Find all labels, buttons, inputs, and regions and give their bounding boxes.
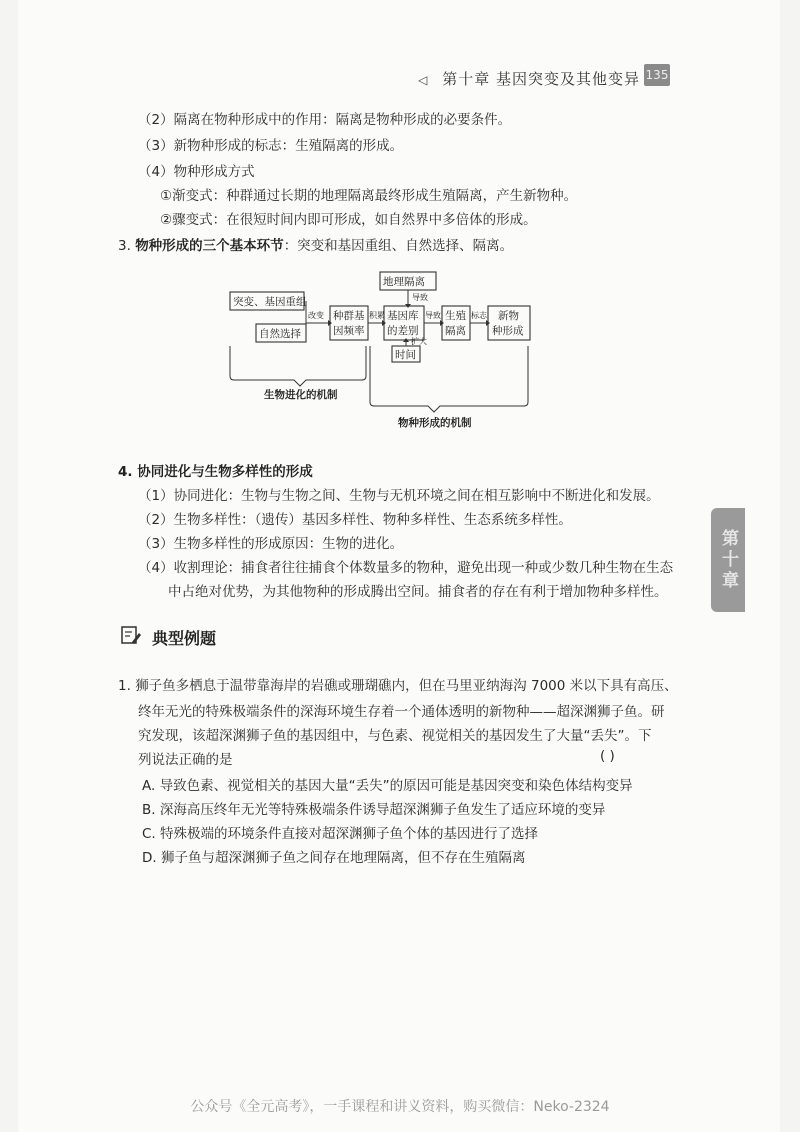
speciation-diagram (222, 268, 562, 438)
diagram-mark-label: 标志 (471, 311, 487, 320)
page-number: 135 (644, 64, 670, 86)
section-line-4: （4）物种形成方式 (138, 164, 255, 180)
section-line-2: （2）隔离在物种形成中的作用：隔离是物种形成的必要条件。 (138, 112, 512, 128)
question1-text-1: 狮子鱼多栖息于温带靠海岸的岩礁或珊瑚礁内，但在马里亚纳海沟 7000 米以下具有高压、 (135, 678, 678, 694)
diagram-frequency-line1: 种群基 (333, 310, 365, 322)
section-line-gradual: ①渐变式：种群通过长期的地理隔离最终形成生殖隔离，产生新物种。 (160, 188, 578, 204)
diagram-time-label: 时间 (395, 349, 416, 361)
section-line-3: （3）新物种形成的标志：生殖隔离的形成。 (138, 138, 404, 154)
option-b: B. 深海高压终年无光等特殊极端条件诱导超深渊狮子鱼发生了适应环境的变异 (142, 802, 606, 818)
diagram-change-label: 改变 (308, 311, 324, 320)
diagram-geographic-label: 地理隔离 (383, 276, 425, 288)
question1-line-1 (118, 674, 678, 694)
chapter-number: 第十章 (442, 70, 491, 88)
chapter-side-tab: 第十章 (711, 508, 745, 612)
triangle-marker-icon: ◁ (418, 73, 429, 87)
diagram-speciation-mechanism: 物种形成的机制 (398, 417, 472, 429)
chapter-title: 基因突变及其他变异 (495, 70, 640, 88)
diagram-lead2-label: 导致 (425, 311, 441, 320)
examples-title: 典型例题 (152, 629, 217, 648)
diagram-pool-line2: 的差别 (387, 325, 419, 337)
diagram-new-line2: 种形成 (492, 325, 524, 337)
point3-text: ：突变和基因重组、自然选择、隔离。 (283, 238, 514, 254)
chapter-header (418, 68, 640, 89)
point4-item-1: （1）协同进化：生物与生物之间、生物与无机环境之间在相互影响中不断进化和发展。 (138, 488, 660, 504)
question1-line-2: 终年无光的特殊极端条件的深海环境生存着一个通体透明的新物种——超深渊狮子鱼。研 (138, 704, 665, 720)
point4-item-4-cont: 中占绝对优势，为其他物种的形成腾出空间。捕食者的存在有利于增加物种多样性。 (168, 584, 668, 600)
point4-item-3: （3）生物多样性的形成原因：生物的进化。 (138, 536, 404, 552)
point4-title: 4. 协同进化与生物多样性的形成 (118, 464, 313, 480)
point4-item-4: （4）收割理论：捕食者往往捕食个体数量多的物种，避免出现一种或少数几种生物在生态 (138, 560, 674, 576)
diagram-repro-line2: 隔离 (445, 325, 466, 337)
diagram-frequency-line2: 因频率 (333, 325, 365, 337)
section-line-sudden: ②骤变式：在很短时间内即可形成，如自然界中多倍体的形成。 (160, 212, 537, 228)
example-pencil-icon (120, 624, 142, 646)
diagram-accumulate-label: 积累 (369, 311, 385, 320)
point3-title: 物种形成的三个基本环节 (135, 238, 284, 254)
diagram-selection-label: 自然选择 (259, 328, 301, 340)
diagram-pool-line1: 基因库 (387, 310, 419, 322)
diagram-evolution-mechanism: 生物进化的机制 (264, 389, 338, 401)
diagram-new-line1: 新物 (498, 310, 519, 322)
point4-item-2: （2）生物多样性：（遗传）基因多样性、物种多样性、生态系统多样性。 (138, 512, 572, 528)
option-a: A. 导致色素、视觉相关的基因大量“丢失”的原因可能是基因突变和染色体结构变异 (142, 778, 633, 794)
point3-label: 3. (118, 238, 131, 254)
question1-line-4: 列说法正确的是 (138, 752, 233, 768)
diagram-expand-label: 扩大 (411, 337, 427, 346)
question1-number: 1. (118, 678, 131, 694)
diagram-lead1-label: 导致 (412, 293, 428, 302)
diagram-repro-line1: 生殖 (445, 310, 466, 322)
option-d: D. 狮子鱼与超深渊狮子鱼之间存在地理隔离，但不存在生殖隔离 (142, 850, 526, 866)
point3-line (118, 234, 513, 254)
answer-parentheses: ( ) (600, 748, 615, 764)
option-c: C. 特殊极端的环境条件直接对超深渊狮子鱼个体的基因进行了选择 (142, 826, 539, 842)
watermark-footer: 公众号《全元高考》，一手课程和讲义资料，购买微信：Neko-2324 (190, 1099, 610, 1115)
diagram-mutation-label: 突变、基因重组 (233, 296, 307, 308)
question1-line-3: 究发现，该超深渊狮子鱼的基因组中，与色素、视觉相关的基因发生了大量“丢失”。下 (138, 728, 652, 744)
